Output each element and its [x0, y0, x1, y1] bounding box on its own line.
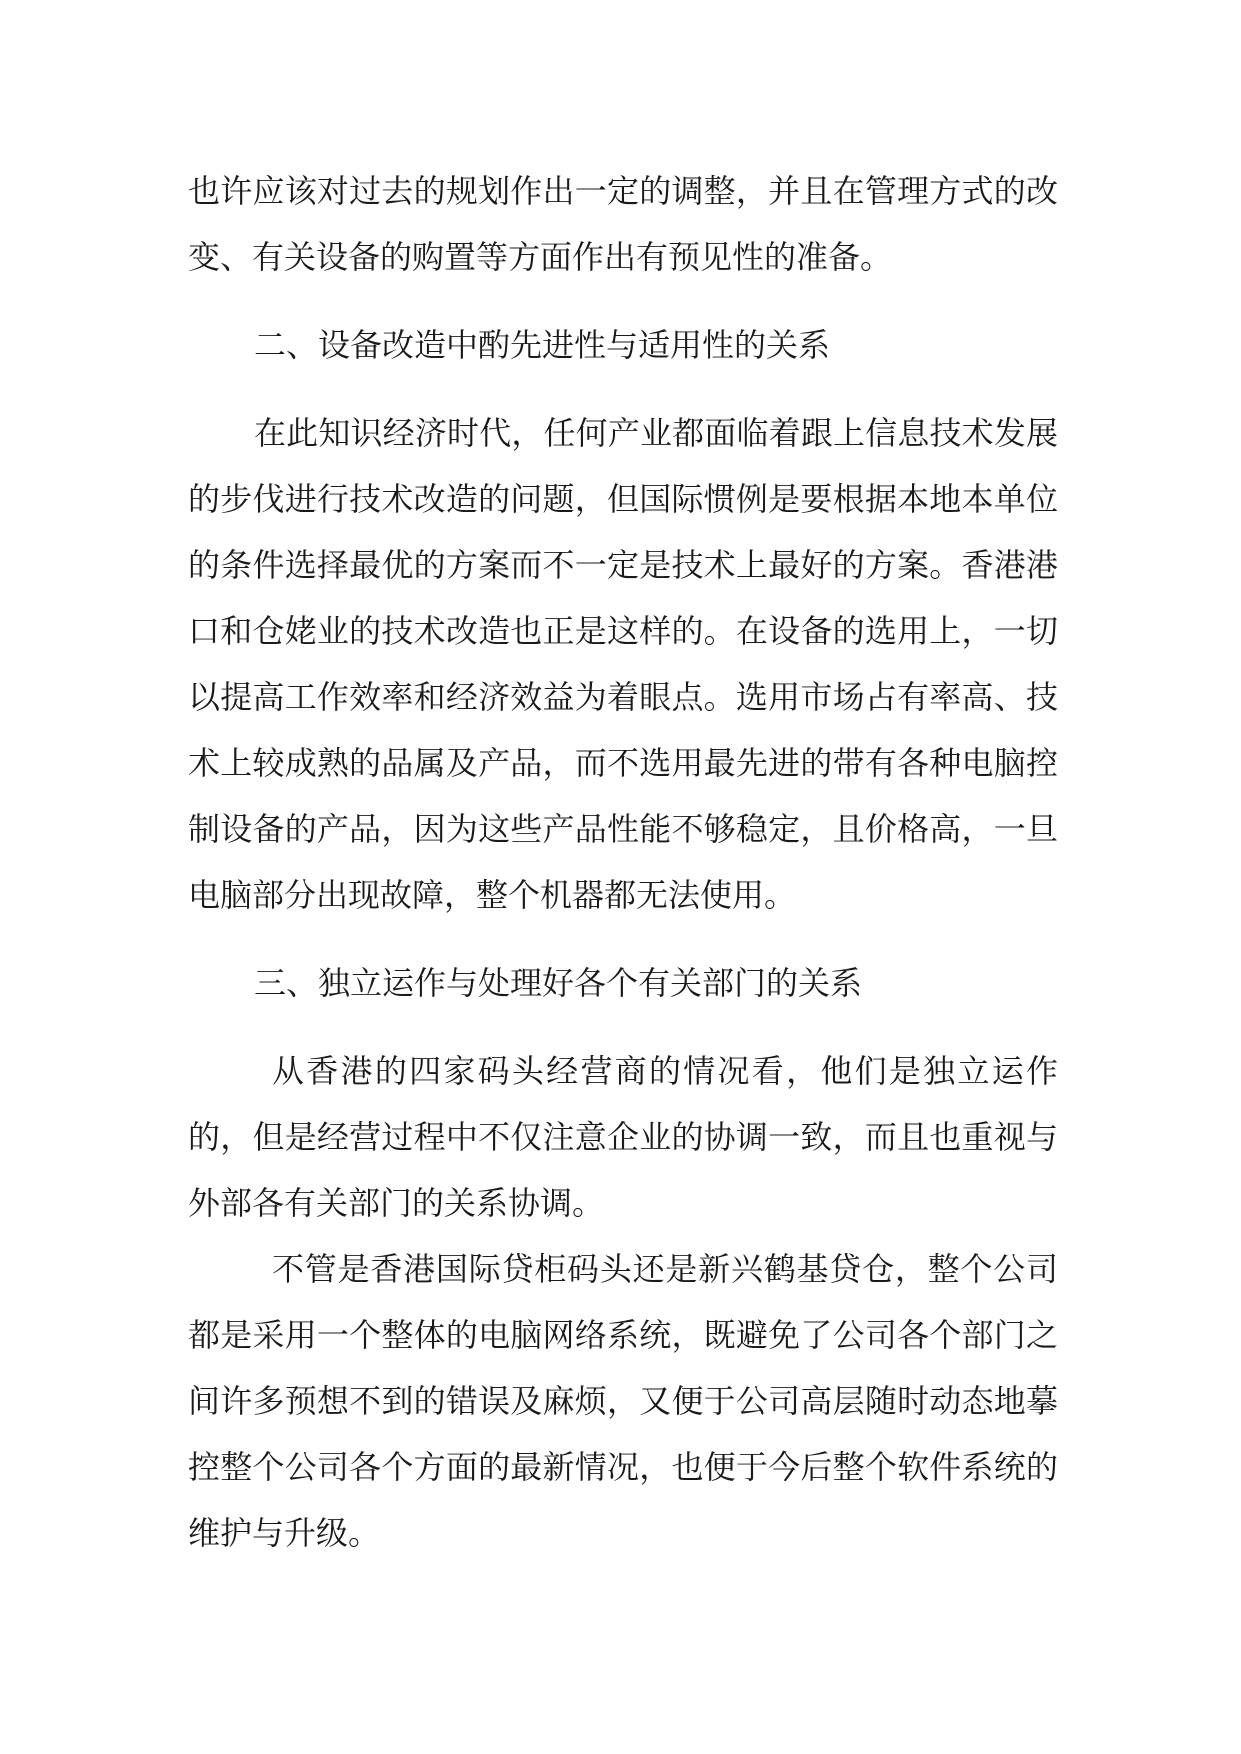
section-heading-equipment-upgrade: 二、设备改造中酌先进性与适用性的关系 — [254, 326, 831, 364]
paragraph-technology-upgrade: 在此知识经济时代，任何产业都面临着跟上信息技术发展的步伐进行技术改造的问题，但国际惯例是要根据本地本单位的条件选择最优的方案而不一定是技术上最好的方案。香港港口和仓姥业的技术改造也正是这样的。在设备的选用上，一切以提高工作效率和经济效益为着眼点。选用市场占有率高、技术上较成熟的品属及产品，而不选用最先进的带有各种电脑控制设备的产品，因为这些产品性能不够稳定，且价格高，一旦电脑部分出现故障，整个机器都无法使用。 — [188, 414, 1058, 914]
paragraph-spacer — [188, 290, 1058, 312]
paragraph-spacer — [188, 378, 1058, 400]
paragraph-spacer — [188, 1016, 1058, 1038]
paragraph-terminal-operators: 从香港的四家码头经营商的情况看，他们是独立运作的，但是经营过程中不仅注意企业的协调一致，而且也重视与外部各有关部门的关系协调。 — [188, 1052, 1058, 1222]
document-body — [188, 158, 1058, 1566]
section-heading-independent-operation: 三、独立运作与处理好各个有关部门的关系 — [254, 964, 863, 1002]
paragraph-planning-adjustment: 也许应该对过去的规划作出一定的调整，并且在管理方式的改变、有关设备的购置等方面作出有预见性的准备。 — [188, 172, 1058, 276]
paragraph-network-system: 不管是香港国际贷柜码头还是新兴鹤基贷仓，整个公司都是采用一个整体的电脑网络系统，既避免了公司各个部门之间许多预想不到的错误及麻烦，又便于公司高层随时动态地摹控整个公司各个方面的最新情况，也便于今后整个软件系统的维护与升级。 — [188, 1250, 1058, 1552]
paragraph-spacer — [188, 928, 1058, 950]
